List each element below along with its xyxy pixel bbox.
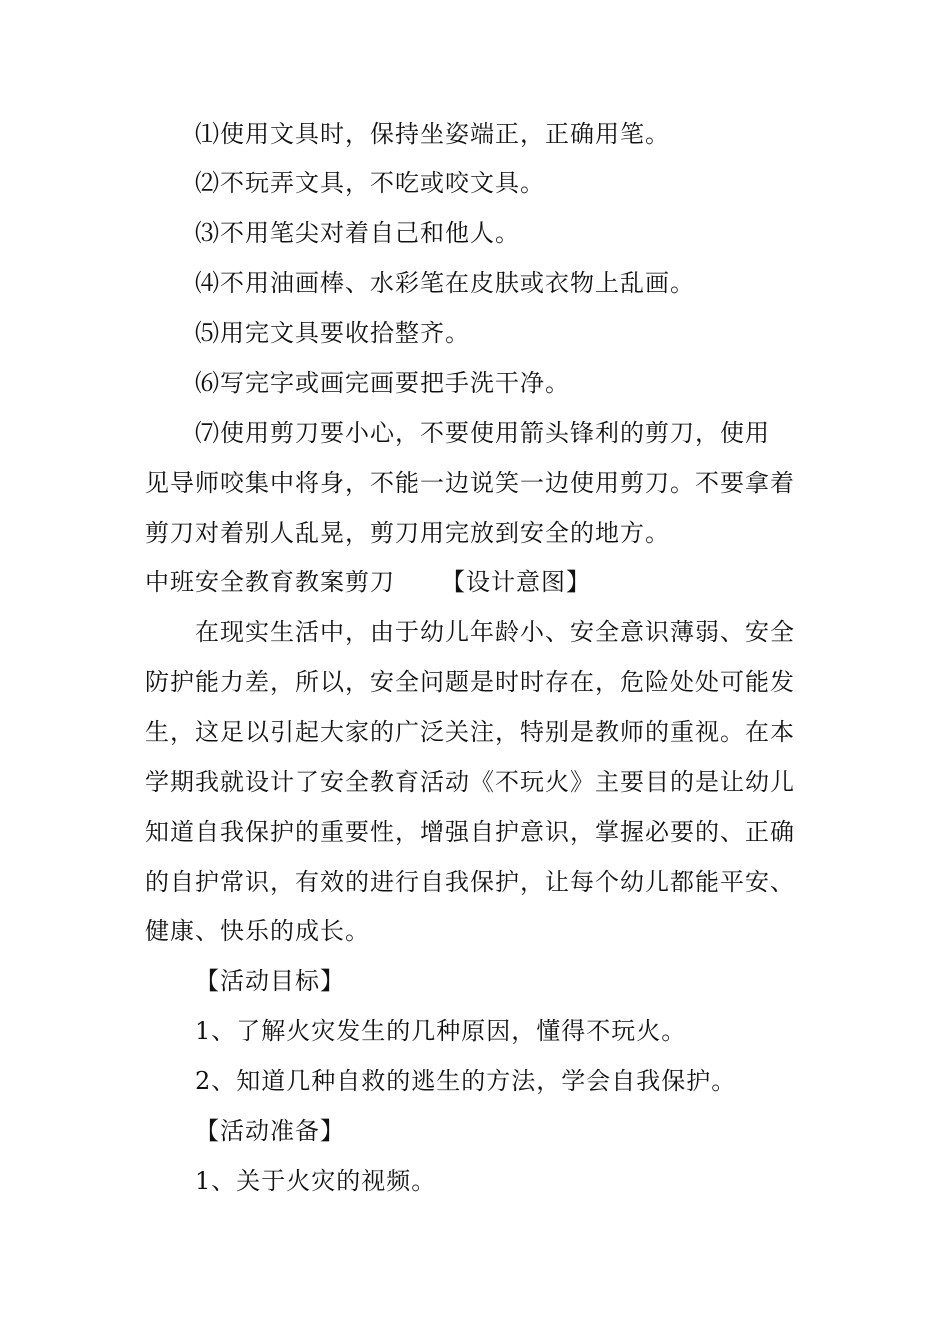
- design-paragraph-line-3: 生，这足以引起大家的广泛关注，特别是教师的重视。在本: [145, 718, 795, 746]
- design-paragraph-line-6: 的自护常识，有效的进行自我保护，让每个幼儿都能平安、: [145, 868, 795, 896]
- prep-heading: 【活动准备】: [195, 1117, 345, 1145]
- rule-1: ⑴使用文具时，保持坐姿端正，正确用笔。: [195, 120, 670, 148]
- goal-item-2: 2、知道几种自救的逃生的方法，学会自我保护。: [195, 1067, 737, 1095]
- goals-heading: 【活动目标】: [195, 967, 345, 995]
- design-paragraph-line-7: 健康、快乐的成长。: [145, 917, 370, 945]
- document-title: 中班安全教育教案剪刀: [145, 568, 395, 596]
- design-heading: 【设计意图】: [441, 568, 591, 596]
- rule-7-line-3: 剪刀对着别人乱晃，剪刀用完放到安全的地方。: [145, 519, 670, 547]
- design-paragraph-line-2: 防护能力差，所以，安全问题是时时存在，危险处处可能发: [145, 668, 795, 696]
- rule-2: ⑵不玩弄文具，不吃或咬文具。: [195, 169, 545, 197]
- design-paragraph-line-4: 学期我就设计了安全教育活动《不玩火》主要目的是让幼儿: [145, 768, 795, 796]
- prep-item-1: 1、关于火灾的视频。: [195, 1167, 437, 1195]
- rule-3: ⑶不用笔尖对着自己和他人。: [195, 219, 520, 247]
- rule-7-line-1: ⑺使用剪刀要小心，不要使用箭头锋利的剪刀，使用: [195, 419, 770, 447]
- design-paragraph-line-1: 在现实生活中，由于幼儿年龄小、安全意识薄弱、安全: [195, 618, 795, 646]
- rule-4: ⑷不用油画棒、水彩笔在皮肤或衣物上乱画。: [195, 269, 695, 297]
- rule-7-line-2: 见导师咬集中将身，不能一边说笑一边使用剪刀。不要拿着: [145, 469, 795, 497]
- title-line: [0, 566, 950, 598]
- rule-6: ⑹写完字或画完画要把手洗干净。: [195, 369, 570, 397]
- rule-5: ⑸用完文具要收拾整齐。: [195, 319, 470, 347]
- design-paragraph-line-5: 知道自我保护的重要性，增强自护意识，掌握必要的、正确: [145, 818, 795, 846]
- goal-item-1: 1、了解火灾发生的几种原因，懂得不玩火。: [195, 1017, 687, 1045]
